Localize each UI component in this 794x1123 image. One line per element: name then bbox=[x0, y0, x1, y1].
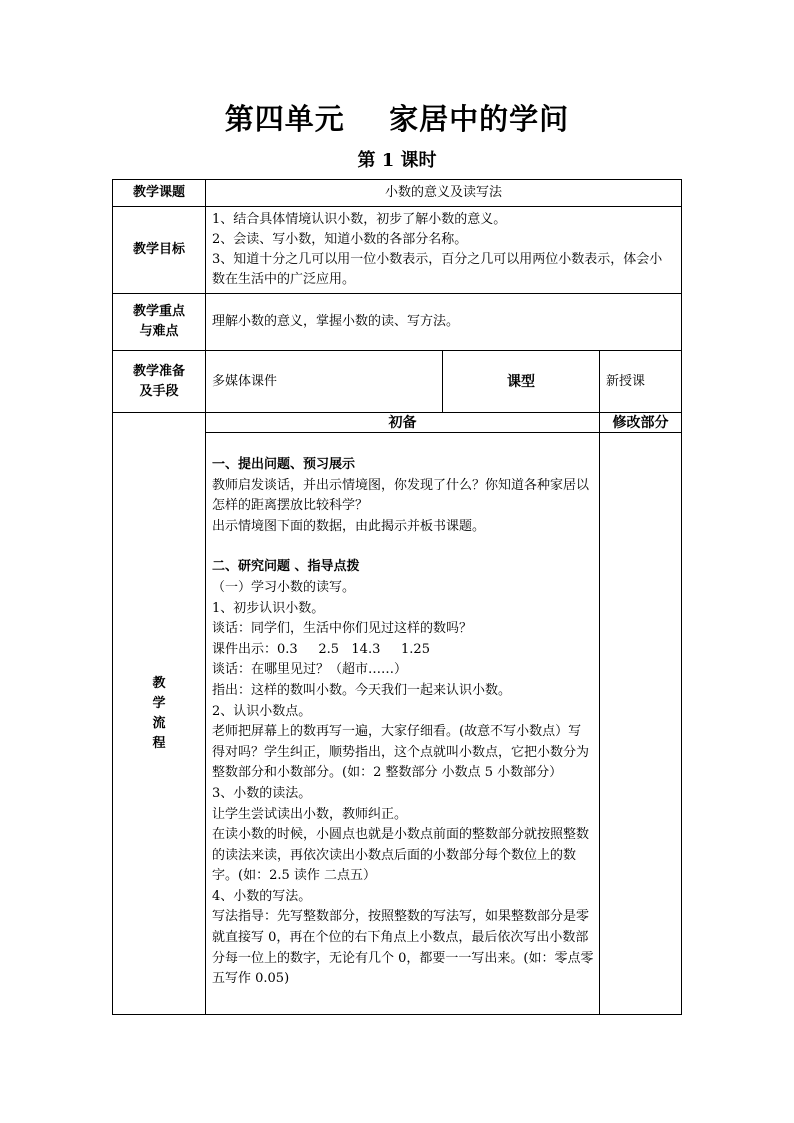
goal-item: 2、会读、写小数，知道小数的各部分名称。 bbox=[212, 232, 468, 247]
prep-label-line: 及手段 bbox=[139, 383, 179, 399]
paragraph: 1、初步认识小数。 bbox=[212, 600, 325, 616]
lesson-subtitle: 第 1 课时 bbox=[357, 150, 437, 171]
revise-content bbox=[600, 433, 682, 1015]
paragraph: 指出：这样的数叫小数。今天我们一起来认识小数。 bbox=[212, 682, 512, 698]
paragraph: 4、小数的写法。 bbox=[212, 888, 312, 904]
flow-label-char: 学 bbox=[152, 695, 166, 711]
flow-label bbox=[113, 413, 206, 1015]
draft-column-header: 初备 bbox=[206, 413, 600, 433]
revise-column-header: 修改部分 bbox=[600, 413, 682, 433]
prep-label bbox=[113, 351, 206, 413]
topic-value: 小数的意义及读写法 bbox=[206, 180, 682, 207]
paragraph: 课件出示：0.3 2.5 14.3 1.25 bbox=[212, 641, 430, 657]
paragraph: 出示情境图下面的数据，由此揭示并板书课题。 bbox=[212, 518, 486, 534]
goal-item: 1、结合具体情境认识小数，初步了解小数的意义。 bbox=[212, 212, 507, 227]
type-label: 课型 bbox=[443, 351, 600, 413]
keypoints-value: 理解小数的意义，掌握小数的读、写方法。 bbox=[206, 294, 682, 351]
paragraph: 教师启发谈话，并出示情境图，你发现了什么？你知道各种家居以怎样的距离摆放比较科学？ bbox=[212, 477, 590, 514]
flow-label-char: 程 bbox=[152, 735, 166, 751]
prep-label-line: 教学准备 bbox=[132, 363, 185, 379]
prep-row bbox=[113, 351, 682, 413]
keypoints-row bbox=[113, 294, 682, 351]
page-title: 第四单元 家居中的学问 bbox=[224, 102, 570, 136]
section-heading: 二、研究问题 、指导点拨 bbox=[212, 559, 360, 575]
paragraph: （一）学习小数的读写。 bbox=[212, 579, 356, 595]
goals-cell bbox=[206, 207, 682, 294]
keypoints-label bbox=[113, 294, 206, 351]
lesson-plan-table bbox=[112, 179, 682, 1015]
goal-item: 3、知道十分之几可以用一位小数表示，百分之几可以用两位小数表示，体会小数在生活中的广泛应用。 bbox=[212, 252, 663, 287]
goals-row bbox=[113, 207, 682, 294]
flow-label-char: 流 bbox=[152, 715, 166, 731]
paragraph: 让学生尝试读出小数，教师纠正。 bbox=[212, 806, 408, 822]
topic-label: 教学课题 bbox=[113, 180, 206, 207]
keypoints-label-line: 与难点 bbox=[139, 324, 179, 339]
topic-row bbox=[113, 180, 682, 207]
flow-header-row bbox=[113, 413, 682, 433]
prep-value: 多媒体课件 bbox=[206, 351, 443, 413]
keypoints-label-line: 教学重点 bbox=[132, 304, 185, 319]
spacer bbox=[212, 537, 594, 557]
paragraph: 2、认识小数点。 bbox=[212, 703, 312, 719]
section-heading: 一、提出问题、预习展示 bbox=[212, 457, 356, 472]
paragraph: 3、小数的读法。 bbox=[212, 785, 312, 801]
type-value: 新授课 bbox=[600, 351, 682, 413]
paragraph: 谈话：同学们，生活中你们见过这样的数吗？ bbox=[212, 621, 473, 637]
paragraph: 写法指导：先写整数部分，按照整数的写法写，如果整数部分是零就直接写 0，再在个位的右下角点上小数点，最后依次写出小数部分每一位上的数字，无论有几个 0，都要一一写出来。(如：零点零五写作 0.05) bbox=[212, 909, 594, 987]
paragraph: 老师把屏幕上的数再写一遍，大家仔细看。(故意不写小数点）写得对吗？学生纠正，顺势指出，这个点就叫小数点，它把小数分为整数部分和小数部分。(如：2 整数部分 小数点 5 小数部分） bbox=[212, 724, 590, 781]
flow-content bbox=[206, 433, 600, 1015]
paragraph: 谈话：在哪里见过？（超市……） bbox=[212, 662, 408, 678]
goals-label: 教学目标 bbox=[113, 207, 206, 294]
paragraph: 在读小数的时候，小圆点也就是小数点前面的整数部分就按照整数的读法来读，再依次读出小数点后面的小数部分每个数位上的数字。(如：2.5 读作 二点五） bbox=[212, 827, 590, 884]
flow-label-char: 教 bbox=[152, 675, 166, 691]
